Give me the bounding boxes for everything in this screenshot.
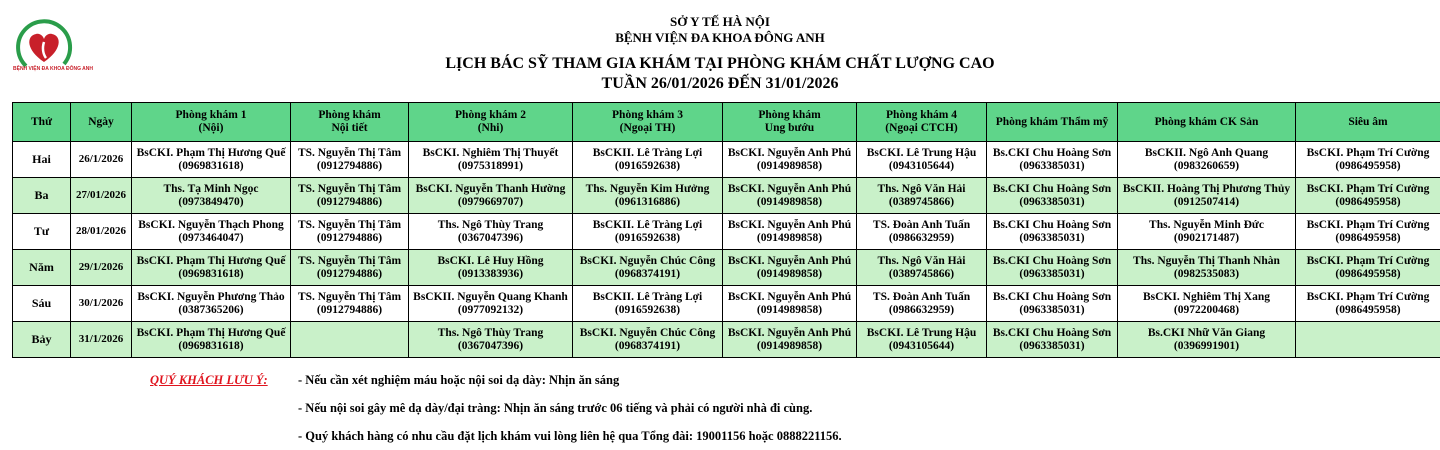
doctor-cell — [723, 178, 857, 214]
doctor-name: Bs.CKI Chu Hoàng Sơn — [992, 182, 1112, 195]
table-header-row — [13, 103, 1440, 142]
day-cell: Hai — [13, 142, 71, 178]
doctor-name: BsCKI. Phạm Thị Hương Quế — [136, 254, 286, 267]
column-header-line: Thứ — [31, 115, 52, 128]
doctor-phone: (0963385031) — [1019, 303, 1085, 316]
doctor-phone: (0914989858) — [756, 339, 823, 352]
note-line: - Nếu cần xét nghiệm máu hoặc nội soi dạ dày: Nhịn ăn sáng — [298, 373, 620, 387]
table-row — [13, 250, 1440, 286]
table-row — [13, 322, 1440, 358]
doctor-name: Bs.CKI Chu Hoàng Sơn — [992, 146, 1112, 159]
doctor-phone: (0914989858) — [756, 159, 823, 172]
doctor-cell — [723, 250, 857, 286]
doctor-phone: (0912794886) — [316, 267, 383, 280]
doctor-name: Ths. Ngô Thùy Trang — [437, 326, 544, 339]
doctor-name: Ths. Ngô Văn Hải — [877, 182, 966, 195]
column-header-subline: (Nội) — [198, 122, 224, 134]
doctor-cell — [409, 142, 573, 178]
doctor-phone: (0969831618) — [178, 339, 244, 352]
doctor-cell — [1296, 178, 1440, 214]
doctor-phone: (0986632959) — [888, 303, 955, 316]
doctor-phone: (0912794886) — [316, 195, 383, 208]
column-header-subline: Nội tiết — [331, 122, 368, 134]
column-header-line: Phòng khám 2 — [455, 109, 526, 121]
table-row — [13, 178, 1440, 214]
column-header-subline: (Nhi) — [477, 122, 504, 134]
doctor-phone: (0916592638) — [614, 159, 681, 172]
doctor-cell — [723, 214, 857, 250]
doctor-cell — [132, 142, 291, 178]
doctor-phone: (0389745866) — [888, 195, 955, 208]
table-row — [13, 142, 1440, 178]
doctor-phone: (0986632959) — [888, 231, 955, 244]
doctor-cell — [857, 214, 987, 250]
column-header — [132, 103, 291, 142]
column-header — [573, 103, 723, 142]
doctor-phone: (0982535083) — [1173, 267, 1240, 280]
column-header-line: Phòng khám 1 — [175, 109, 247, 121]
doctor-name: BsCKI. Nguyễn Chúc Công — [579, 254, 716, 267]
doctor-cell — [987, 322, 1118, 358]
doctor-cell — [409, 322, 573, 358]
hospital-name: BỆNH VIỆN ĐA KHOA ĐÔNG ANH — [615, 30, 825, 45]
doctor-name: BsCKI. Nguyễn Phương Thảo — [137, 290, 285, 303]
doctor-name: Bs.CKI Nhữ Văn Giang — [1147, 326, 1266, 339]
doctor-cell — [987, 250, 1118, 286]
doctor-phone: (0986495958) — [1335, 195, 1401, 208]
date-cell: 27/01/2026 — [71, 178, 132, 214]
doctor-cell — [132, 178, 291, 214]
doctor-cell — [987, 286, 1118, 322]
doctor-name: BsCKI. Lê Trung Hậu — [866, 326, 977, 339]
doctor-name: TS. Đoàn Anh Tuấn — [872, 290, 971, 303]
day-cell: Bảy — [13, 322, 71, 358]
doctor-cell — [409, 286, 573, 322]
doctor-phone: (0986495958) — [1335, 231, 1401, 244]
column-header — [987, 103, 1118, 142]
column-header-line: Phòng khám 4 — [886, 109, 957, 121]
doctor-name: TS. Nguyễn Thị Tâm — [297, 146, 402, 159]
doctor-phone: (0979669707) — [457, 195, 524, 208]
column-header-line: Phòng khám 3 — [612, 109, 683, 121]
doctor-cell — [857, 286, 987, 322]
doctor-name: Ths. Tạ Minh Ngọc — [163, 182, 259, 195]
department-name: SỞ Y TẾ HÀ NỘI — [670, 14, 770, 29]
doctor-cell — [723, 142, 857, 178]
column-header-line: Phòng khám Thẩm mỹ — [995, 115, 1109, 128]
doctor-name: Bs.CKI Chu Hoàng Sơn — [992, 254, 1112, 267]
doctor-phone: (0912794886) — [316, 159, 383, 172]
doctor-cell — [1296, 214, 1440, 250]
doctor-name: BsCKI. Nghiêm Thị Thuyết — [422, 146, 559, 159]
table-row — [13, 214, 1440, 250]
doctor-cell — [573, 250, 723, 286]
doctor-phone: (0977092132) — [457, 303, 524, 316]
doctor-cell — [291, 178, 409, 214]
column-header-line: Phòng khám — [758, 109, 821, 121]
doctor-cell — [857, 178, 987, 214]
doctor-phone: (0969831618) — [178, 267, 244, 280]
column-header — [857, 103, 987, 142]
doctor-cell — [723, 322, 857, 358]
doctor-phone: (0916592638) — [614, 231, 681, 244]
doctor-name: Ths. Ngô Thùy Trang — [437, 218, 544, 231]
notes-title: QUÝ KHÁCH LƯU Ý: — [150, 373, 268, 387]
doctor-cell — [857, 250, 987, 286]
doctor-name: Bs.CKI Chu Hoàng Sơn — [992, 290, 1112, 303]
doctor-phone: (0912794886) — [316, 303, 383, 316]
document-header — [0, 14, 1440, 94]
doctor-name: BsCKI. Lê Huy Hồng — [437, 254, 544, 267]
doctor-phone: (0367047396) — [457, 339, 524, 352]
date-cell: 31/1/2026 — [71, 322, 132, 358]
doctor-cell — [1118, 322, 1296, 358]
doctor-name: TS. Nguyễn Thị Tâm — [297, 254, 402, 267]
doctor-name: BsCKII. Lê Tràng Lợi — [592, 218, 703, 231]
doctor-phone: (0963385031) — [1019, 195, 1085, 208]
doctor-cell — [573, 142, 723, 178]
doctor-cell — [291, 286, 409, 322]
doctor-cell — [723, 286, 857, 322]
column-header-subline: (Ngoại CTCH) — [885, 122, 958, 134]
doctor-name: BsCKI. Phạm Trí Cường — [1306, 218, 1430, 231]
doctor-cell — [291, 214, 409, 250]
doctor-name: TS. Đoàn Anh Tuấn — [872, 218, 971, 231]
column-header — [1296, 103, 1440, 142]
doctor-phone: (0961316886) — [614, 195, 681, 208]
column-header — [409, 103, 573, 142]
doctor-name: BsCKI. Phạm Thị Hương Quế — [136, 326, 286, 339]
doctor-cell — [132, 322, 291, 358]
doctor-name: BsCKI. Phạm Trí Cường — [1306, 146, 1430, 159]
doctor-name: BsCKI. Nguyễn Anh Phú — [727, 182, 852, 195]
doctor-name: BsCKI. Nghiêm Thị Xang — [1143, 290, 1270, 303]
doctor-name: BsCKI. Nguyễn Thạch Phong — [138, 218, 284, 231]
doctor-phone: (0943105644) — [888, 159, 955, 172]
doctor-name: BsCKI. Nguyễn Thanh Hường — [415, 182, 566, 195]
doctor-name: BsCKII. Lê Tràng Lợi — [592, 290, 703, 303]
doctor-cell — [1118, 178, 1296, 214]
doctor-cell — [573, 178, 723, 214]
doctor-name: BsCKII. Nguyễn Quang Khanh — [413, 290, 568, 303]
doctor-name: Ths. Nguyễn Kim Hưởng — [585, 182, 710, 195]
doctor-phone: (0912507414) — [1173, 195, 1240, 208]
doctor-name: Ths. Ngô Văn Hải — [877, 254, 966, 267]
page-subtitle: TUẦN 26/01/2026 ĐẾN 31/01/2026 — [601, 75, 839, 92]
column-header-subline: (Ngoại TH) — [619, 122, 676, 134]
doctor-phone: (0902171487) — [1173, 231, 1240, 244]
doctor-name: BsCKI. Nguyễn Anh Phú — [727, 326, 852, 339]
doctor-cell — [1296, 142, 1440, 178]
doctor-cell — [409, 178, 573, 214]
doctor-cell — [132, 214, 291, 250]
column-header — [1118, 103, 1296, 142]
column-header — [13, 103, 71, 142]
doctor-name: BsCKII. Ngô Anh Quang — [1144, 146, 1269, 159]
doctor-cell — [1296, 322, 1440, 358]
column-header-line: Siêu âm — [1348, 115, 1388, 128]
column-header — [71, 103, 132, 142]
doctor-cell — [1118, 250, 1296, 286]
doctor-phone: (0367047396) — [457, 231, 524, 244]
doctor-name: BsCKI. Nguyễn Anh Phú — [727, 146, 852, 159]
doctor-cell — [1118, 286, 1296, 322]
doctor-cell — [573, 214, 723, 250]
doctor-cell — [409, 214, 573, 250]
doctor-phone: (0914989858) — [756, 231, 823, 244]
doctor-phone: (0913383936) — [457, 267, 524, 280]
logo-caption: BỆNH VIỆN ĐA KHOA ĐÔNG ANH — [13, 66, 94, 72]
doctor-phone: (0973464047) — [178, 231, 244, 244]
doctor-name: BsCKI. Phạm Thị Hương Quế — [136, 146, 286, 159]
doctor-phone: (0914989858) — [756, 267, 823, 280]
day-cell: Năm — [13, 250, 71, 286]
doctor-phone: (0975318991) — [457, 159, 524, 172]
doctor-phone: (0963385031) — [1019, 339, 1085, 352]
doctor-phone: (0968374191) — [614, 267, 681, 280]
day-cell: Ba — [13, 178, 71, 214]
doctor-cell — [857, 142, 987, 178]
column-header-line: Ngày — [88, 115, 114, 128]
doctor-phone: (0916592638) — [614, 303, 681, 316]
doctor-name: Ths. Nguyễn Thị Thanh Nhàn — [1133, 254, 1280, 267]
column-header-line: Phòng khám CK Sản — [1154, 115, 1259, 128]
doctor-phone: (0914989858) — [756, 195, 823, 208]
column-header-line: Phòng khám — [318, 109, 381, 121]
doctor-cell — [1296, 250, 1440, 286]
doctor-name: BsCKI. Nguyễn Anh Phú — [727, 290, 852, 303]
doctor-name: TS. Nguyễn Thị Tâm — [297, 218, 402, 231]
date-cell: 30/1/2026 — [71, 286, 132, 322]
doctor-cell — [291, 322, 409, 358]
doctor-phone: (0914989858) — [756, 303, 823, 316]
doctor-name: TS. Nguyễn Thị Tâm — [297, 290, 402, 303]
doctor-phone: (0968374191) — [614, 339, 681, 352]
note-line: - Quý khách hàng có nhu cầu đặt lịch khám vui lòng liên hệ qua Tổng đài: 19001156 hoặc 0888221156. — [298, 429, 842, 443]
doctor-cell — [409, 250, 573, 286]
doctor-phone: (0387365206) — [178, 303, 244, 316]
day-cell: Tư — [13, 214, 71, 250]
doctor-name: BsCKI. Nguyễn Anh Phú — [727, 218, 852, 231]
doctor-name: BsCKI. Nguyễn Chúc Công — [579, 326, 716, 339]
doctor-cell — [573, 322, 723, 358]
note-line: - Nếu nội soi gây mê dạ dày/đại tràng: Nhịn ăn sáng trước 06 tiếng và phải có người nhà đi cùng. — [298, 401, 813, 415]
doctor-name: BsCKI. Phạm Trí Cường — [1306, 254, 1430, 267]
table-row — [13, 286, 1440, 322]
column-header — [291, 103, 409, 142]
doctor-phone: (0943105644) — [888, 339, 955, 352]
doctor-name: Bs.CKI Chu Hoàng Sơn — [992, 326, 1112, 339]
doctor-phone: (0986495958) — [1335, 267, 1401, 280]
day-cell: Sáu — [13, 286, 71, 322]
doctor-cell — [987, 214, 1118, 250]
doctor-cell — [1118, 142, 1296, 178]
date-cell: 28/01/2026 — [71, 214, 132, 250]
page-title: LỊCH BÁC SỸ THAM GIA KHÁM TẠI PHÒNG KHÁM CHẤT LƯỢNG CAO — [445, 55, 995, 72]
doctor-name: BsCKI. Phạm Trí Cường — [1306, 290, 1430, 303]
doctor-name: BsCKII. Hoàng Thị Phương Thủy — [1122, 182, 1291, 195]
doctor-phone: (0389745866) — [888, 267, 955, 280]
doctor-cell — [857, 322, 987, 358]
doctor-phone: (0963385031) — [1019, 231, 1085, 244]
doctor-name: BsCKI. Lê Trung Hậu — [866, 146, 977, 159]
doctor-phone: (0912794886) — [316, 231, 383, 244]
doctor-phone: (0986495958) — [1335, 303, 1401, 316]
doctor-phone: (0986495958) — [1335, 159, 1401, 172]
doctor-cell — [291, 142, 409, 178]
date-cell: 29/1/2026 — [71, 250, 132, 286]
doctor-name: Bs.CKI Chu Hoàng Sơn — [992, 218, 1112, 231]
doctor-phone: (0973849470) — [178, 195, 244, 208]
doctor-name: BsCKI. Nguyễn Anh Phú — [727, 254, 852, 267]
doctor-name: TS. Nguyễn Thị Tâm — [297, 182, 402, 195]
schedule-table — [12, 102, 1440, 358]
doctor-phone: (0963385031) — [1019, 267, 1085, 280]
doctor-cell — [573, 286, 723, 322]
doctor-name: Ths. Nguyễn Minh Đức — [1149, 218, 1264, 231]
doctor-phone: (0983260659) — [1173, 159, 1240, 172]
doctor-cell — [1296, 286, 1440, 322]
doctor-name: BsCKI. Phạm Trí Cường — [1306, 182, 1430, 195]
column-header — [723, 103, 857, 142]
doctor-phone: (0963385031) — [1019, 159, 1085, 172]
doctor-phone: (0969831618) — [178, 159, 244, 172]
doctor-cell — [291, 250, 409, 286]
doctor-cell — [987, 178, 1118, 214]
doctor-phone: (0972200468) — [1173, 303, 1240, 316]
doctor-cell — [1118, 214, 1296, 250]
date-cell: 26/1/2026 — [71, 142, 132, 178]
doctor-cell — [132, 250, 291, 286]
column-header-subline: Ung bướu — [764, 122, 815, 134]
doctor-phone: (0396991901) — [1173, 339, 1240, 352]
doctor-cell — [987, 142, 1118, 178]
doctor-name: BsCKII. Lê Tràng Lợi — [592, 146, 703, 159]
doctor-cell — [132, 286, 291, 322]
